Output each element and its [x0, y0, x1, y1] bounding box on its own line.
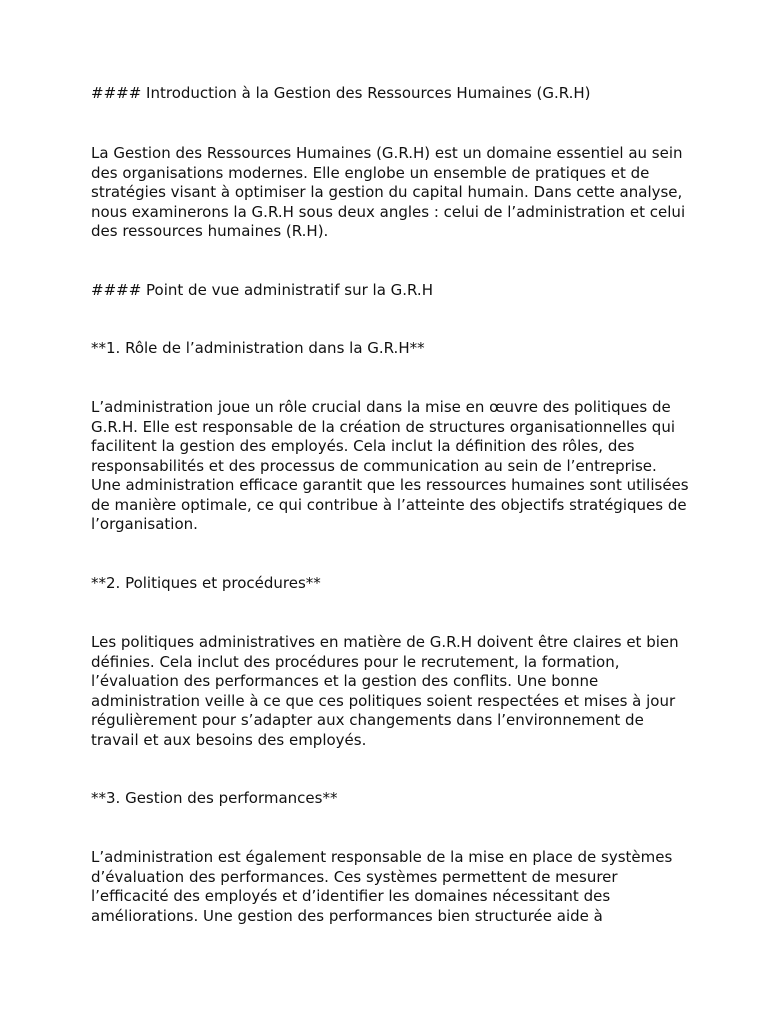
- section-1-title: **1. Rôle de l’administration dans la G.R.H**: [91, 339, 425, 357]
- section-3-title: **3. Gestion des performances**: [91, 789, 338, 807]
- section-3-paragraph: L’administration est également responsable de la mise en place de systèmes d’évaluation des performances. Ces systèmes permettent de mesurer l’efficacité des employés et d’identifier les domaines nécessitant des améliorations. Une gestion des performances bien structurée aide à: [91, 848, 673, 925]
- intro-paragraph: La Gestion des Ressources Humaines (G.R.H) est un domaine essentiel au sein des organisations modernes. Elle englobe un ensemble de pratiques et de stratégies visant à optimiser la gestion du capital humain. Dans cette analyse, nous examinerons la G.R.H sous deux angles : celui de l’administration et celui des ressources humaines (R.H).: [91, 144, 686, 240]
- section-2-title: **2. Politiques et procédures**: [91, 574, 321, 592]
- section-2-paragraph: Les politiques administratives en matière de G.R.H doivent être claires et bien définies. Cela inclut des procédures pour le recrutement, la formation, l’évaluation des performances et la gestion des conflits. Une bonne administration veille à ce que ces politiques soient respectées et mises à jour régulièrement pour s’adapter aux changements dans l’environnement de travail et aux besoins des employés.: [91, 633, 679, 749]
- admin-viewpoint-heading: #### Point de vue administratif sur la G.R.H: [91, 281, 433, 299]
- section-1-paragraph: L’administration joue un rôle crucial dans la mise en œuvre des politiques de G.R.H. Elle est responsable de la création de structures organisationnelles qui facilitent la gestion des employés. Cela inclut la définition des rôles, des responsabilités et des processus de communication au sein de l’entreprise. Une administration efficace garantit que les ressources humaines sont utilisées de manière optimale, ce qui contribue à l’atteinte des objectifs stratégiques de l’organisation.: [91, 398, 689, 533]
- intro-heading: #### Introduction à la Gestion des Ressources Humaines (G.R.H): [91, 84, 591, 102]
